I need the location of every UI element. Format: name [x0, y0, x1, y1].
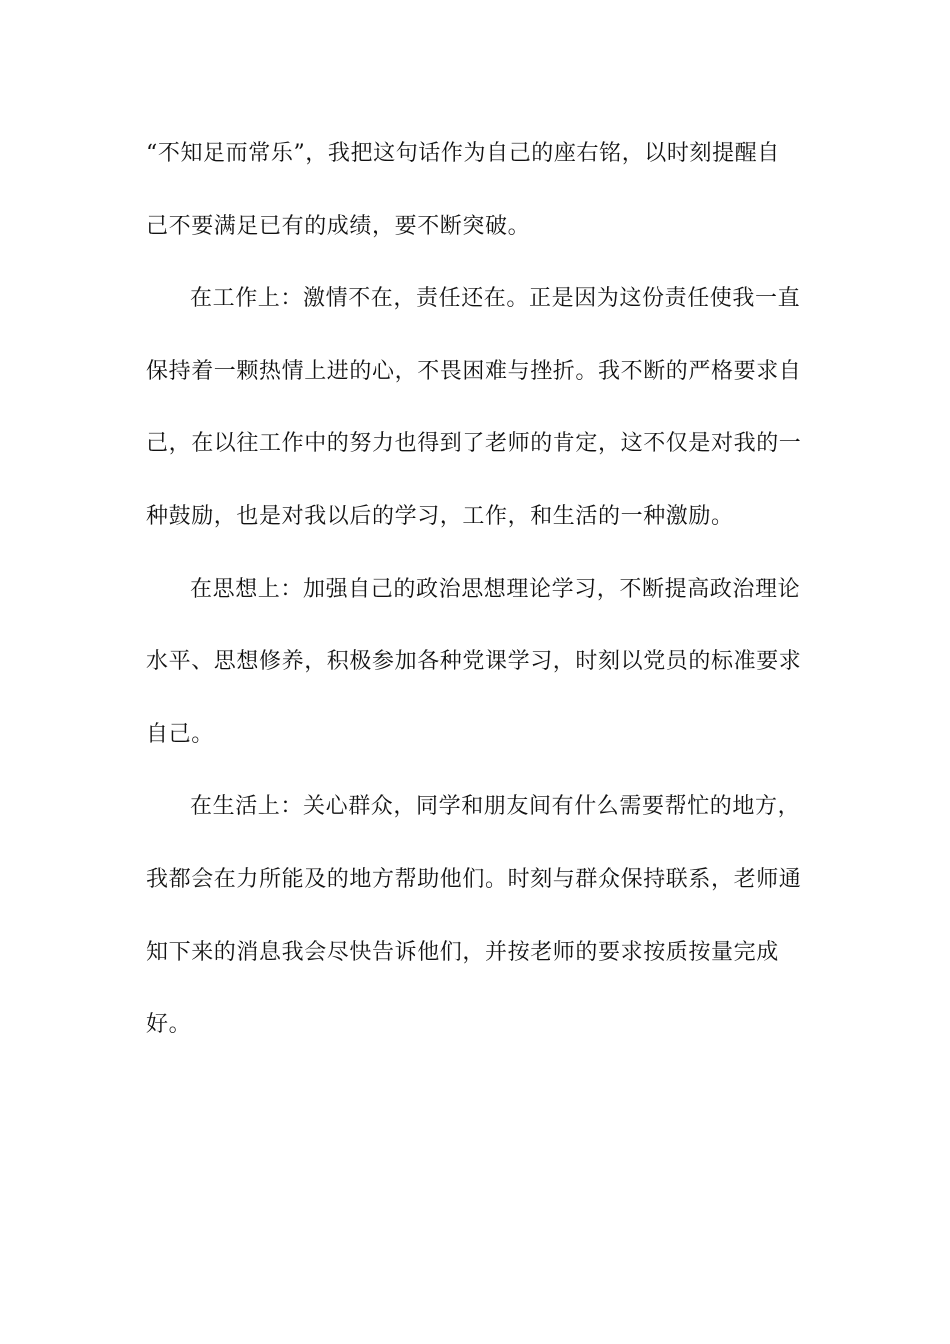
document-body: [146, 118, 806, 1062]
text-line: 在生活上：关心群众，同学和朋友间有什么需要帮忙的地方，: [190, 794, 801, 820]
text-line: 好。: [146, 1012, 192, 1038]
paragraph-life: [146, 771, 806, 1061]
text-line: 在工作上：激情不在，责任还在。正是因为这份责任使我一直: [190, 286, 801, 312]
text-line: 我都会在力所能及的地方帮助他们。时刻与群众保持联系，老师通: [146, 866, 802, 892]
text-line: 在思想上：加强自己的政治思想理论学习，不断提高政治理论: [190, 576, 801, 602]
paragraph-thought: [146, 554, 806, 772]
paragraph-work: [146, 263, 806, 553]
text-line: 自己。: [146, 721, 214, 747]
text-line: 种鼓励，也是对我以后的学习，工作，和生活的一种激励。: [146, 503, 734, 529]
text-line: 己不要满足已有的成绩，要不断突破。: [146, 213, 531, 239]
text-line: 保持着一颗热情上进的心，不畏困难与挫折。我不断的严格要求自: [146, 358, 802, 384]
text-line: 己，在以往工作中的努力也得到了老师的肯定，这不仅是对我的一: [146, 431, 802, 457]
paragraph-motto: [146, 118, 806, 263]
text-line: 水平、思想修养，积极参加各种党课学习，时刻以党员的标准要求: [146, 649, 802, 675]
text-line: “不知足而常乐”，我把这句话作为自己的座右铭，以时刻提醒自: [146, 141, 780, 166]
text-line: 知下来的消息我会尽快告诉他们，并按老师的要求按质按量完成: [146, 939, 779, 965]
